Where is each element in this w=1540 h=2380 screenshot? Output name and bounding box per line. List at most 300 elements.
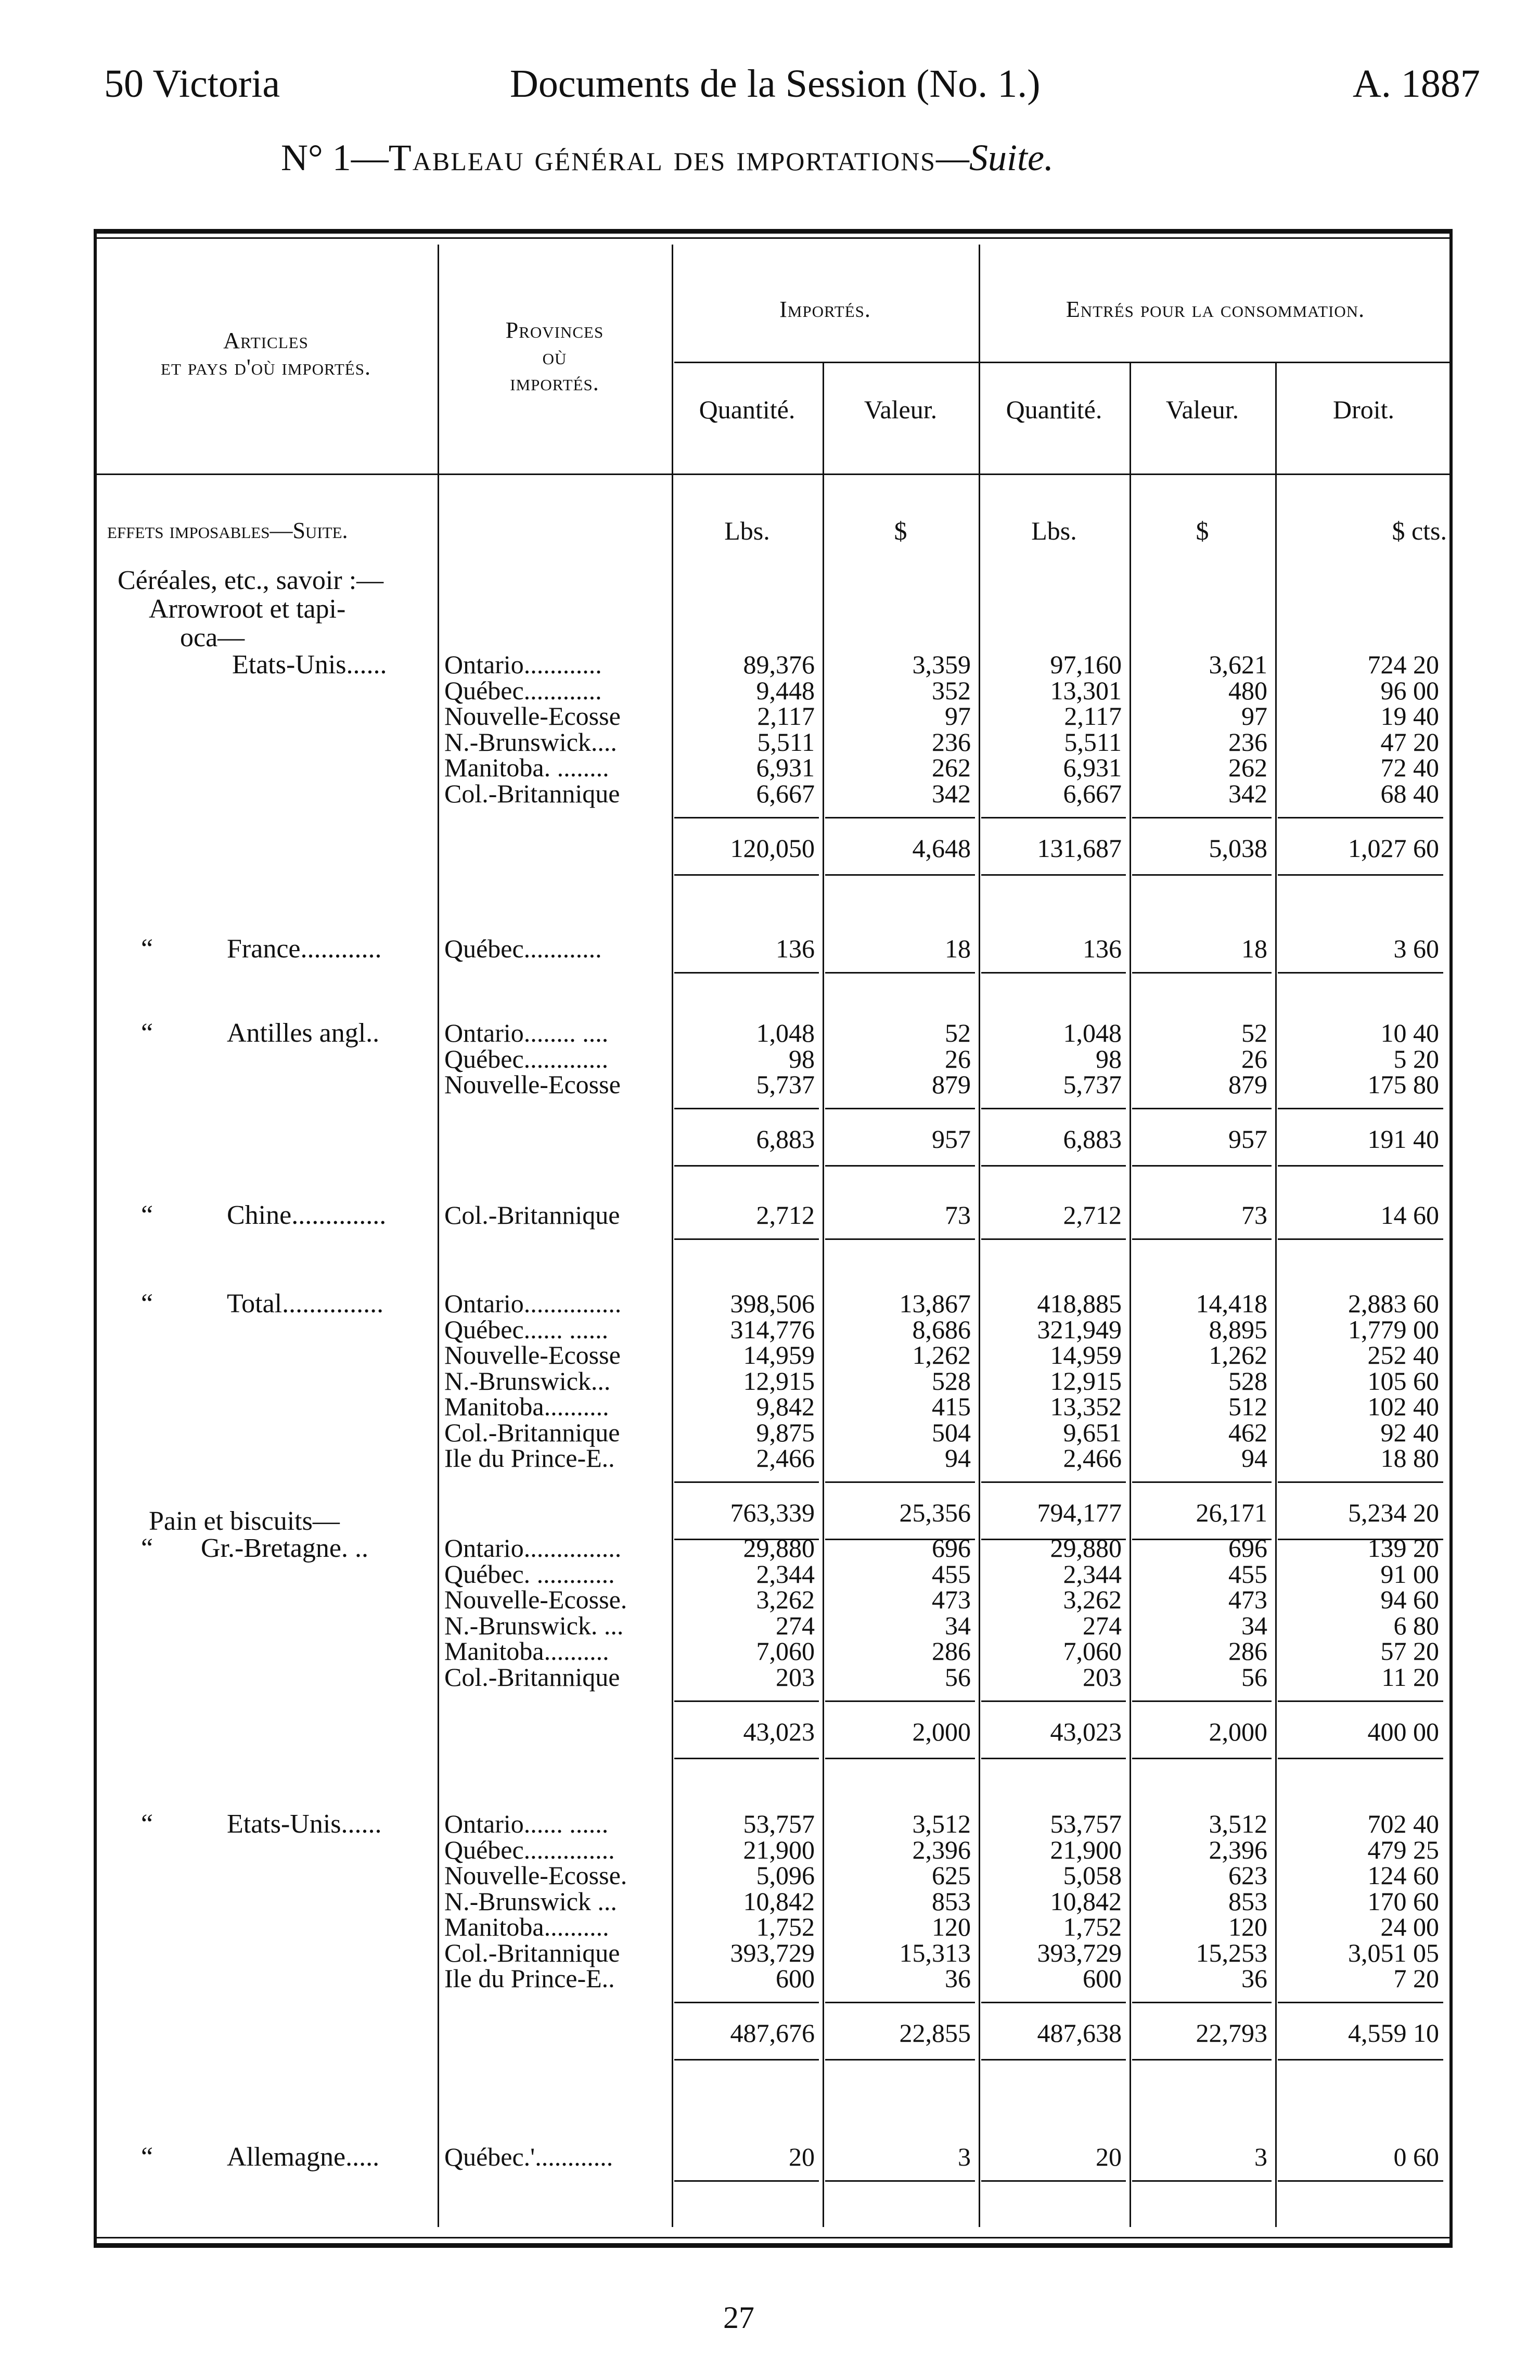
province-cell: Québec. ............ xyxy=(444,1559,615,1589)
page-number: 27 xyxy=(723,2300,754,2335)
header-bottom-rule xyxy=(97,474,1449,475)
value-cell-q: 12,915 xyxy=(743,1366,815,1396)
value-cell-v2: 480 xyxy=(1228,675,1267,705)
value-cell-q: 14,959 xyxy=(743,1340,815,1370)
value-cell-d: 5 20 xyxy=(1393,1044,1439,1073)
total-cell-q: 763,339 xyxy=(730,1498,815,1527)
value-cell-q: 398,506 xyxy=(730,1289,815,1318)
subtotal-rule xyxy=(1132,1700,1272,1702)
total-cell-v2: 22,793 xyxy=(1196,2018,1267,2048)
subtotal-rule xyxy=(1132,2002,1272,2003)
value-cell-v: 56 xyxy=(945,1662,971,1692)
subtotal-rule xyxy=(1278,1481,1443,1483)
col-header-provinces-line1: Provinces xyxy=(505,317,604,343)
province-cell: Manitoba.......... xyxy=(444,1392,609,1421)
subtotal-rule xyxy=(981,1700,1126,1702)
ditto-mark: “ xyxy=(141,1200,153,1230)
value-cell-d: 170 60 xyxy=(1367,1886,1439,1916)
total-bottom-rule xyxy=(674,2059,819,2061)
province-cell: Manitoba. ........ xyxy=(444,753,609,782)
value-cell-d: 68 40 xyxy=(1380,778,1439,808)
row-bottom-rule xyxy=(825,972,975,974)
row-bottom-rule xyxy=(825,1238,975,1240)
total-cell-q: 6,883 xyxy=(756,1124,815,1154)
total-cell-q: 43,023 xyxy=(743,1717,815,1746)
row-bottom-rule xyxy=(674,972,819,974)
subtotal-rule xyxy=(1132,1481,1272,1483)
total-cell-q: 487,676 xyxy=(730,2018,815,2048)
value-cell-v2: 97 xyxy=(1241,701,1267,731)
value-cell-d: 94 60 xyxy=(1380,1585,1439,1614)
value-cell-v2: 94 xyxy=(1241,1443,1267,1473)
province-cell: Québec...... ...... xyxy=(444,1314,609,1344)
value-cell-v: 473 xyxy=(932,1585,971,1614)
total-cell-v2: 26,171 xyxy=(1196,1498,1267,1527)
value-cell-v2: 36 xyxy=(1241,1964,1267,1993)
value-cell-q: 2,344 xyxy=(756,1559,815,1589)
value-cell-v2: 528 xyxy=(1228,1366,1267,1396)
value-cell-v2: 34 xyxy=(1241,1610,1267,1640)
total-bottom-rule xyxy=(1132,2059,1272,2061)
subtotal-rule xyxy=(674,817,819,818)
value-cell-d: 175 80 xyxy=(1367,1070,1439,1099)
value-cell-q2: 97,160 xyxy=(1050,650,1122,679)
article-label: Etats-Unis...... xyxy=(232,650,387,680)
total-cell-d: 1,027 60 xyxy=(1348,833,1439,863)
value-cell-d: 91 00 xyxy=(1380,1559,1439,1589)
value-cell-d: 139 20 xyxy=(1367,1533,1439,1563)
province-cell: N.-Brunswick... xyxy=(444,1366,611,1396)
subtotal-rule xyxy=(1132,817,1272,818)
value-cell-q: 20 xyxy=(789,2142,815,2171)
ditto-mark: “ xyxy=(141,1289,153,1319)
total-cell-v2: 5,038 xyxy=(1209,833,1267,863)
province-cell: N.-Brunswick.... xyxy=(444,727,617,757)
value-cell-q: 274 xyxy=(776,1610,815,1640)
total-cell-q2: 487,638 xyxy=(1037,2018,1122,2048)
province-cell: Manitoba.......... xyxy=(444,1912,609,1941)
table-bottom-rule-thin xyxy=(94,2237,1453,2238)
value-cell-q: 6,931 xyxy=(756,753,815,782)
province-cell: Ontario............ xyxy=(444,650,602,679)
value-cell-v2: 8,895 xyxy=(1209,1314,1267,1344)
value-cell-d: 3,051 05 xyxy=(1348,1938,1439,1967)
value-cell-d: 14 60 xyxy=(1380,1200,1439,1230)
value-cell-q2: 393,729 xyxy=(1037,1938,1122,1967)
value-cell-v2: 2,396 xyxy=(1209,1835,1267,1864)
value-cell-v2: 512 xyxy=(1228,1392,1267,1421)
value-cell-q: 5,511 xyxy=(757,727,815,757)
value-cell-q: 136 xyxy=(776,934,815,963)
value-cell-q2: 14,959 xyxy=(1050,1340,1122,1370)
value-cell-q: 9,875 xyxy=(756,1417,815,1447)
value-cell-v2: 26 xyxy=(1241,1044,1267,1073)
import-table xyxy=(94,229,1453,2248)
total-cell-q2: 131,687 xyxy=(1037,833,1122,863)
value-cell-q2: 13,352 xyxy=(1050,1392,1122,1421)
value-cell-d: 10 40 xyxy=(1380,1018,1439,1047)
table-top-rule-thin xyxy=(94,237,1453,239)
total-bottom-rule xyxy=(981,1758,1126,1759)
row-bottom-rule xyxy=(981,2180,1126,2182)
value-cell-v2: 73 xyxy=(1241,1200,1267,1230)
total-cell-v: 4,648 xyxy=(912,833,971,863)
article-label-line2: Gr.-Bretagne. .. xyxy=(201,1533,369,1563)
value-cell-v: 18 xyxy=(945,934,971,963)
value-cell-q2: 13,301 xyxy=(1050,675,1122,705)
value-cell-v2: 3 xyxy=(1254,2142,1267,2171)
value-cell-d: 124 60 xyxy=(1367,1861,1439,1890)
value-cell-v: 286 xyxy=(932,1636,971,1666)
subtotal-rule xyxy=(825,1481,975,1483)
value-cell-q2: 1,048 xyxy=(1063,1018,1122,1047)
value-cell-v2: 853 xyxy=(1228,1886,1267,1916)
row-bottom-rule xyxy=(1278,1238,1443,1240)
total-cell-v2: 957 xyxy=(1228,1124,1267,1154)
col-header-quantite-consommation: Quantité. xyxy=(1006,395,1102,424)
total-bottom-rule xyxy=(1278,874,1443,876)
value-cell-q: 7,060 xyxy=(756,1636,815,1666)
table-top-rule xyxy=(94,229,1453,234)
province-cell: Nouvelle-Ecosse xyxy=(444,701,621,731)
row-bottom-rule xyxy=(1132,2180,1272,2182)
article-label: Total............... xyxy=(227,1289,384,1319)
total-cell-q: 120,050 xyxy=(730,833,815,863)
col-rule-6 xyxy=(1275,362,1277,2227)
province-cell: N.-Brunswick. ... xyxy=(444,1610,624,1640)
value-cell-v2: 3,512 xyxy=(1209,1809,1267,1838)
value-cell-d: 92 40 xyxy=(1380,1417,1439,1447)
value-cell-v: 94 xyxy=(945,1443,971,1473)
province-cell: Québec............ xyxy=(444,675,602,705)
total-bottom-rule xyxy=(825,1758,975,1759)
value-cell-q: 53,757 xyxy=(743,1809,815,1838)
province-cell: Nouvelle-Ecosse. xyxy=(444,1861,627,1890)
value-cell-d: 479 25 xyxy=(1367,1835,1439,1864)
table-bottom-rule xyxy=(94,2243,1453,2248)
value-cell-v2: 52 xyxy=(1241,1018,1267,1047)
col-header-articles xyxy=(97,328,435,380)
value-cell-q: 203 xyxy=(776,1662,815,1692)
subtotal-rule xyxy=(981,1108,1126,1109)
value-cell-v: 34 xyxy=(945,1610,971,1640)
value-cell-q: 9,448 xyxy=(756,675,815,705)
article-label: Pain et biscuits— xyxy=(149,1506,340,1536)
value-cell-q: 1,752 xyxy=(756,1912,815,1941)
header-session: 50 Victoria xyxy=(104,62,280,106)
total-cell-q2: 43,023 xyxy=(1050,1717,1122,1746)
value-cell-d: 7 20 xyxy=(1393,1964,1439,1993)
province-cell: Nouvelle-Ecosse xyxy=(444,1070,621,1099)
value-cell-v2: 14,418 xyxy=(1196,1289,1267,1318)
header-sub-rule xyxy=(674,362,1449,363)
value-cell-q2: 600 xyxy=(1083,1964,1122,1993)
value-cell-q: 2,712 xyxy=(756,1200,815,1230)
header-year: A. 1887 xyxy=(1353,62,1480,106)
article-label: Etats-Unis...... xyxy=(227,1809,382,1839)
value-cell-v: 504 xyxy=(932,1417,971,1447)
unit-dollar-consommation: $ xyxy=(1196,516,1209,545)
col-header-articles-line1: Articles xyxy=(223,328,309,353)
value-cell-q2: 5,737 xyxy=(1063,1070,1122,1099)
total-cell-v2: 2,000 xyxy=(1209,1717,1267,1746)
col-header-provinces xyxy=(440,317,669,396)
value-cell-v2: 56 xyxy=(1241,1662,1267,1692)
province-cell: Ontario............... xyxy=(444,1289,622,1318)
unit-dollar: $ xyxy=(894,516,907,545)
article-label: Allemagne..... xyxy=(227,2142,380,2172)
subtotal-rule xyxy=(1132,1108,1272,1109)
value-cell-v: 120 xyxy=(932,1912,971,1941)
section-label: effets imposables—Suite. xyxy=(107,518,348,543)
value-cell-q2: 2,117 xyxy=(1064,701,1122,731)
value-cell-q2: 321,949 xyxy=(1037,1314,1122,1344)
value-cell-v: 342 xyxy=(932,778,971,808)
value-cell-q: 1,048 xyxy=(756,1018,815,1047)
total-cell-d: 191 40 xyxy=(1367,1124,1439,1154)
province-cell: Col.-Britannique xyxy=(444,1938,620,1967)
province-cell: Québec.'............ xyxy=(444,2142,613,2171)
total-bottom-rule xyxy=(1278,1758,1443,1759)
value-cell-v2: 623 xyxy=(1228,1861,1267,1890)
province-cell: Nouvelle-Ecosse. xyxy=(444,1585,627,1614)
row-bottom-rule xyxy=(1278,972,1443,974)
total-bottom-rule xyxy=(1132,1758,1272,1759)
value-cell-v: 3,359 xyxy=(912,650,971,679)
col-header-droit: Droit. xyxy=(1332,395,1395,424)
province-cell: Manitoba.......... xyxy=(444,1636,609,1666)
total-cell-v: 957 xyxy=(932,1124,971,1154)
value-cell-q2: 2,344 xyxy=(1063,1559,1122,1589)
value-cell-q2: 12,915 xyxy=(1050,1366,1122,1396)
col-header-valeur-consommation: Valeur. xyxy=(1165,395,1239,424)
value-cell-q2: 2,466 xyxy=(1063,1443,1122,1473)
value-cell-v: 3,512 xyxy=(912,1809,971,1838)
article-line-3: oca— xyxy=(180,623,245,652)
value-cell-v: 352 xyxy=(932,675,971,705)
table-title-main: Tableau général des importations xyxy=(388,137,936,178)
value-cell-v: 2,396 xyxy=(912,1835,971,1864)
total-cell-v: 2,000 xyxy=(912,1717,971,1746)
col-header-provinces-line3: importés. xyxy=(510,370,599,396)
value-cell-q: 29,880 xyxy=(743,1533,815,1563)
province-cell: Ontario........ .... xyxy=(444,1018,609,1047)
subtotal-rule xyxy=(981,1481,1126,1483)
value-cell-v: 15,313 xyxy=(899,1938,971,1967)
value-cell-v: 36 xyxy=(945,1964,971,1993)
col-header-quantite: Quantité. xyxy=(699,395,795,424)
value-cell-d: 19 40 xyxy=(1380,701,1439,731)
col-header-articles-line2: et pays d'où importés. xyxy=(161,354,371,380)
value-cell-d: 2,883 60 xyxy=(1348,1289,1439,1318)
value-cell-v2: 120 xyxy=(1228,1912,1267,1941)
province-cell: N.-Brunswick ... xyxy=(444,1886,617,1916)
value-cell-q2: 418,885 xyxy=(1037,1289,1122,1318)
total-bottom-rule xyxy=(1132,1165,1272,1167)
subtotal-rule xyxy=(674,1700,819,1702)
value-cell-q2: 2,712 xyxy=(1063,1200,1122,1230)
total-cell-q2: 6,883 xyxy=(1063,1124,1122,1154)
value-cell-d: 11 20 xyxy=(1381,1662,1439,1692)
value-cell-v2: 286 xyxy=(1228,1636,1267,1666)
total-cell-d: 5,234 20 xyxy=(1348,1498,1439,1527)
value-cell-q: 98 xyxy=(789,1044,815,1073)
article-label: France............ xyxy=(227,934,382,964)
value-cell-v: 696 xyxy=(932,1533,971,1563)
row-bottom-rule xyxy=(674,2180,819,2182)
col-header-valeur: Valeur. xyxy=(864,395,938,424)
value-cell-q2: 1,752 xyxy=(1063,1912,1122,1941)
value-cell-q: 5,737 xyxy=(756,1070,815,1099)
value-cell-q2: 6,931 xyxy=(1063,753,1122,782)
province-cell: Col.-Britannique xyxy=(444,1417,620,1447)
unit-lbs-consommation: Lbs. xyxy=(1031,516,1077,545)
ditto-mark: “ xyxy=(141,934,153,964)
subtotal-rule xyxy=(825,1108,975,1109)
subtotal-rule xyxy=(1278,1700,1443,1702)
subtotal-rule xyxy=(1278,2002,1443,2003)
value-cell-v: 97 xyxy=(945,701,971,731)
col-rule-2 xyxy=(672,245,673,2227)
value-cell-d: 47 20 xyxy=(1380,727,1439,757)
value-cell-d: 1,779 00 xyxy=(1348,1314,1439,1344)
value-cell-d: 105 60 xyxy=(1367,1366,1439,1396)
value-cell-d: 18 80 xyxy=(1380,1443,1439,1473)
total-cell-d: 400 00 xyxy=(1367,1717,1439,1746)
col-rule-4 xyxy=(979,245,980,2227)
province-cell: Québec.............. xyxy=(444,1835,615,1864)
province-cell: Ontario............... xyxy=(444,1533,622,1563)
value-cell-d: 6 80 xyxy=(1393,1610,1439,1640)
value-cell-v: 236 xyxy=(932,727,971,757)
value-cell-d: 96 00 xyxy=(1380,675,1439,705)
value-cell-v: 528 xyxy=(932,1366,971,1396)
total-cell-q2: 794,177 xyxy=(1037,1498,1122,1527)
value-cell-q: 393,729 xyxy=(730,1938,815,1967)
subtotal-rule xyxy=(674,2002,819,2003)
value-cell-q: 5,096 xyxy=(756,1861,815,1890)
value-cell-v: 1,262 xyxy=(912,1340,971,1370)
value-cell-q2: 10,842 xyxy=(1050,1886,1122,1916)
value-cell-v: 26 xyxy=(945,1044,971,1073)
ditto-mark: “ xyxy=(141,1809,153,1839)
value-cell-q2: 3,262 xyxy=(1063,1585,1122,1614)
value-cell-q: 2,117 xyxy=(757,701,815,731)
table-title-suffix: —Suite. xyxy=(936,137,1054,178)
province-cell: Ile du Prince-E.. xyxy=(444,1443,615,1473)
value-cell-d: 724 20 xyxy=(1367,650,1439,679)
ditto-mark: “ xyxy=(141,1533,153,1563)
subtotal-rule xyxy=(1278,1108,1443,1109)
province-cell: Québec............ xyxy=(444,934,602,963)
value-cell-q: 89,376 xyxy=(743,650,815,679)
total-cell-v: 25,356 xyxy=(899,1498,971,1527)
province-cell: Québec............. xyxy=(444,1044,609,1073)
value-cell-v: 879 xyxy=(932,1070,971,1099)
total-bottom-rule xyxy=(825,874,975,876)
subtotal-rule xyxy=(825,817,975,818)
subtotal-rule xyxy=(981,2002,1126,2003)
value-cell-v: 52 xyxy=(945,1018,971,1047)
value-cell-q2: 21,900 xyxy=(1050,1835,1122,1864)
value-cell-v2: 236 xyxy=(1228,727,1267,757)
unit-droit: $ cts. xyxy=(1392,516,1447,545)
total-bottom-rule xyxy=(981,2059,1126,2061)
value-cell-q2: 98 xyxy=(1096,1044,1122,1073)
ditto-mark: “ xyxy=(141,1018,153,1048)
value-cell-v2: 18 xyxy=(1241,934,1267,963)
subtotal-rule xyxy=(674,1481,819,1483)
value-cell-q2: 9,651 xyxy=(1063,1417,1122,1447)
province-cell: Col.-Britannique xyxy=(444,1200,620,1230)
value-cell-q: 21,900 xyxy=(743,1835,815,1864)
value-cell-q2: 6,667 xyxy=(1063,778,1122,808)
total-bottom-rule xyxy=(1278,2059,1443,2061)
value-cell-d: 72 40 xyxy=(1380,753,1439,782)
value-cell-v2: 462 xyxy=(1228,1417,1267,1447)
value-cell-q2: 29,880 xyxy=(1050,1533,1122,1563)
subtotal-rule xyxy=(825,2002,975,2003)
value-cell-v: 8,686 xyxy=(912,1314,971,1344)
value-cell-q2: 20 xyxy=(1096,2142,1122,2171)
value-cell-q2: 136 xyxy=(1083,934,1122,963)
value-cell-q2: 203 xyxy=(1083,1662,1122,1692)
province-cell: Col.-Britannique xyxy=(444,778,620,808)
value-cell-q2: 5,058 xyxy=(1063,1861,1122,1890)
subtotal-rule xyxy=(981,817,1126,818)
value-cell-q: 600 xyxy=(776,1964,815,1993)
total-cell-d: 4,559 10 xyxy=(1348,2018,1439,2048)
col-header-entres: Entrés pour la consommation. xyxy=(1066,297,1365,322)
table-title xyxy=(281,136,1054,180)
value-cell-v: 853 xyxy=(932,1886,971,1916)
total-bottom-rule xyxy=(981,1165,1126,1167)
value-cell-v2: 262 xyxy=(1228,753,1267,782)
province-cell: Col.-Britannique xyxy=(444,1662,620,1692)
total-cell-v: 22,855 xyxy=(899,2018,971,2048)
article-line-2: Arrowroot et tapi- xyxy=(149,594,346,624)
value-cell-v: 13,867 xyxy=(899,1289,971,1318)
value-cell-d: 57 20 xyxy=(1380,1636,1439,1666)
ditto-mark: “ xyxy=(141,2142,153,2172)
value-cell-v: 262 xyxy=(932,753,971,782)
value-cell-q: 3,262 xyxy=(756,1585,815,1614)
total-bottom-rule xyxy=(674,1165,819,1167)
value-cell-d: 3 60 xyxy=(1393,934,1439,963)
value-cell-d: 102 40 xyxy=(1367,1392,1439,1421)
subtotal-rule xyxy=(825,1700,975,1702)
col-rule-5 xyxy=(1130,362,1131,2227)
value-cell-v: 73 xyxy=(945,1200,971,1230)
total-bottom-rule xyxy=(1278,1165,1443,1167)
value-cell-q2: 53,757 xyxy=(1050,1809,1122,1838)
col-header-importes: Importés. xyxy=(779,297,871,322)
value-cell-q: 314,776 xyxy=(730,1314,815,1344)
row-bottom-rule xyxy=(1278,2180,1443,2182)
province-cell: Nouvelle-Ecosse xyxy=(444,1340,621,1370)
value-cell-q2: 7,060 xyxy=(1063,1636,1122,1666)
row-bottom-rule xyxy=(825,2180,975,2182)
value-cell-v: 415 xyxy=(932,1392,971,1421)
value-cell-v2: 696 xyxy=(1228,1533,1267,1563)
value-cell-q: 10,842 xyxy=(743,1886,815,1916)
subtotal-rule xyxy=(674,1108,819,1109)
value-cell-q2: 274 xyxy=(1083,1610,1122,1640)
value-cell-d: 0 60 xyxy=(1393,2142,1439,2171)
total-bottom-rule xyxy=(1132,874,1272,876)
unit-lbs: Lbs. xyxy=(724,516,770,545)
total-bottom-rule xyxy=(825,2059,975,2061)
